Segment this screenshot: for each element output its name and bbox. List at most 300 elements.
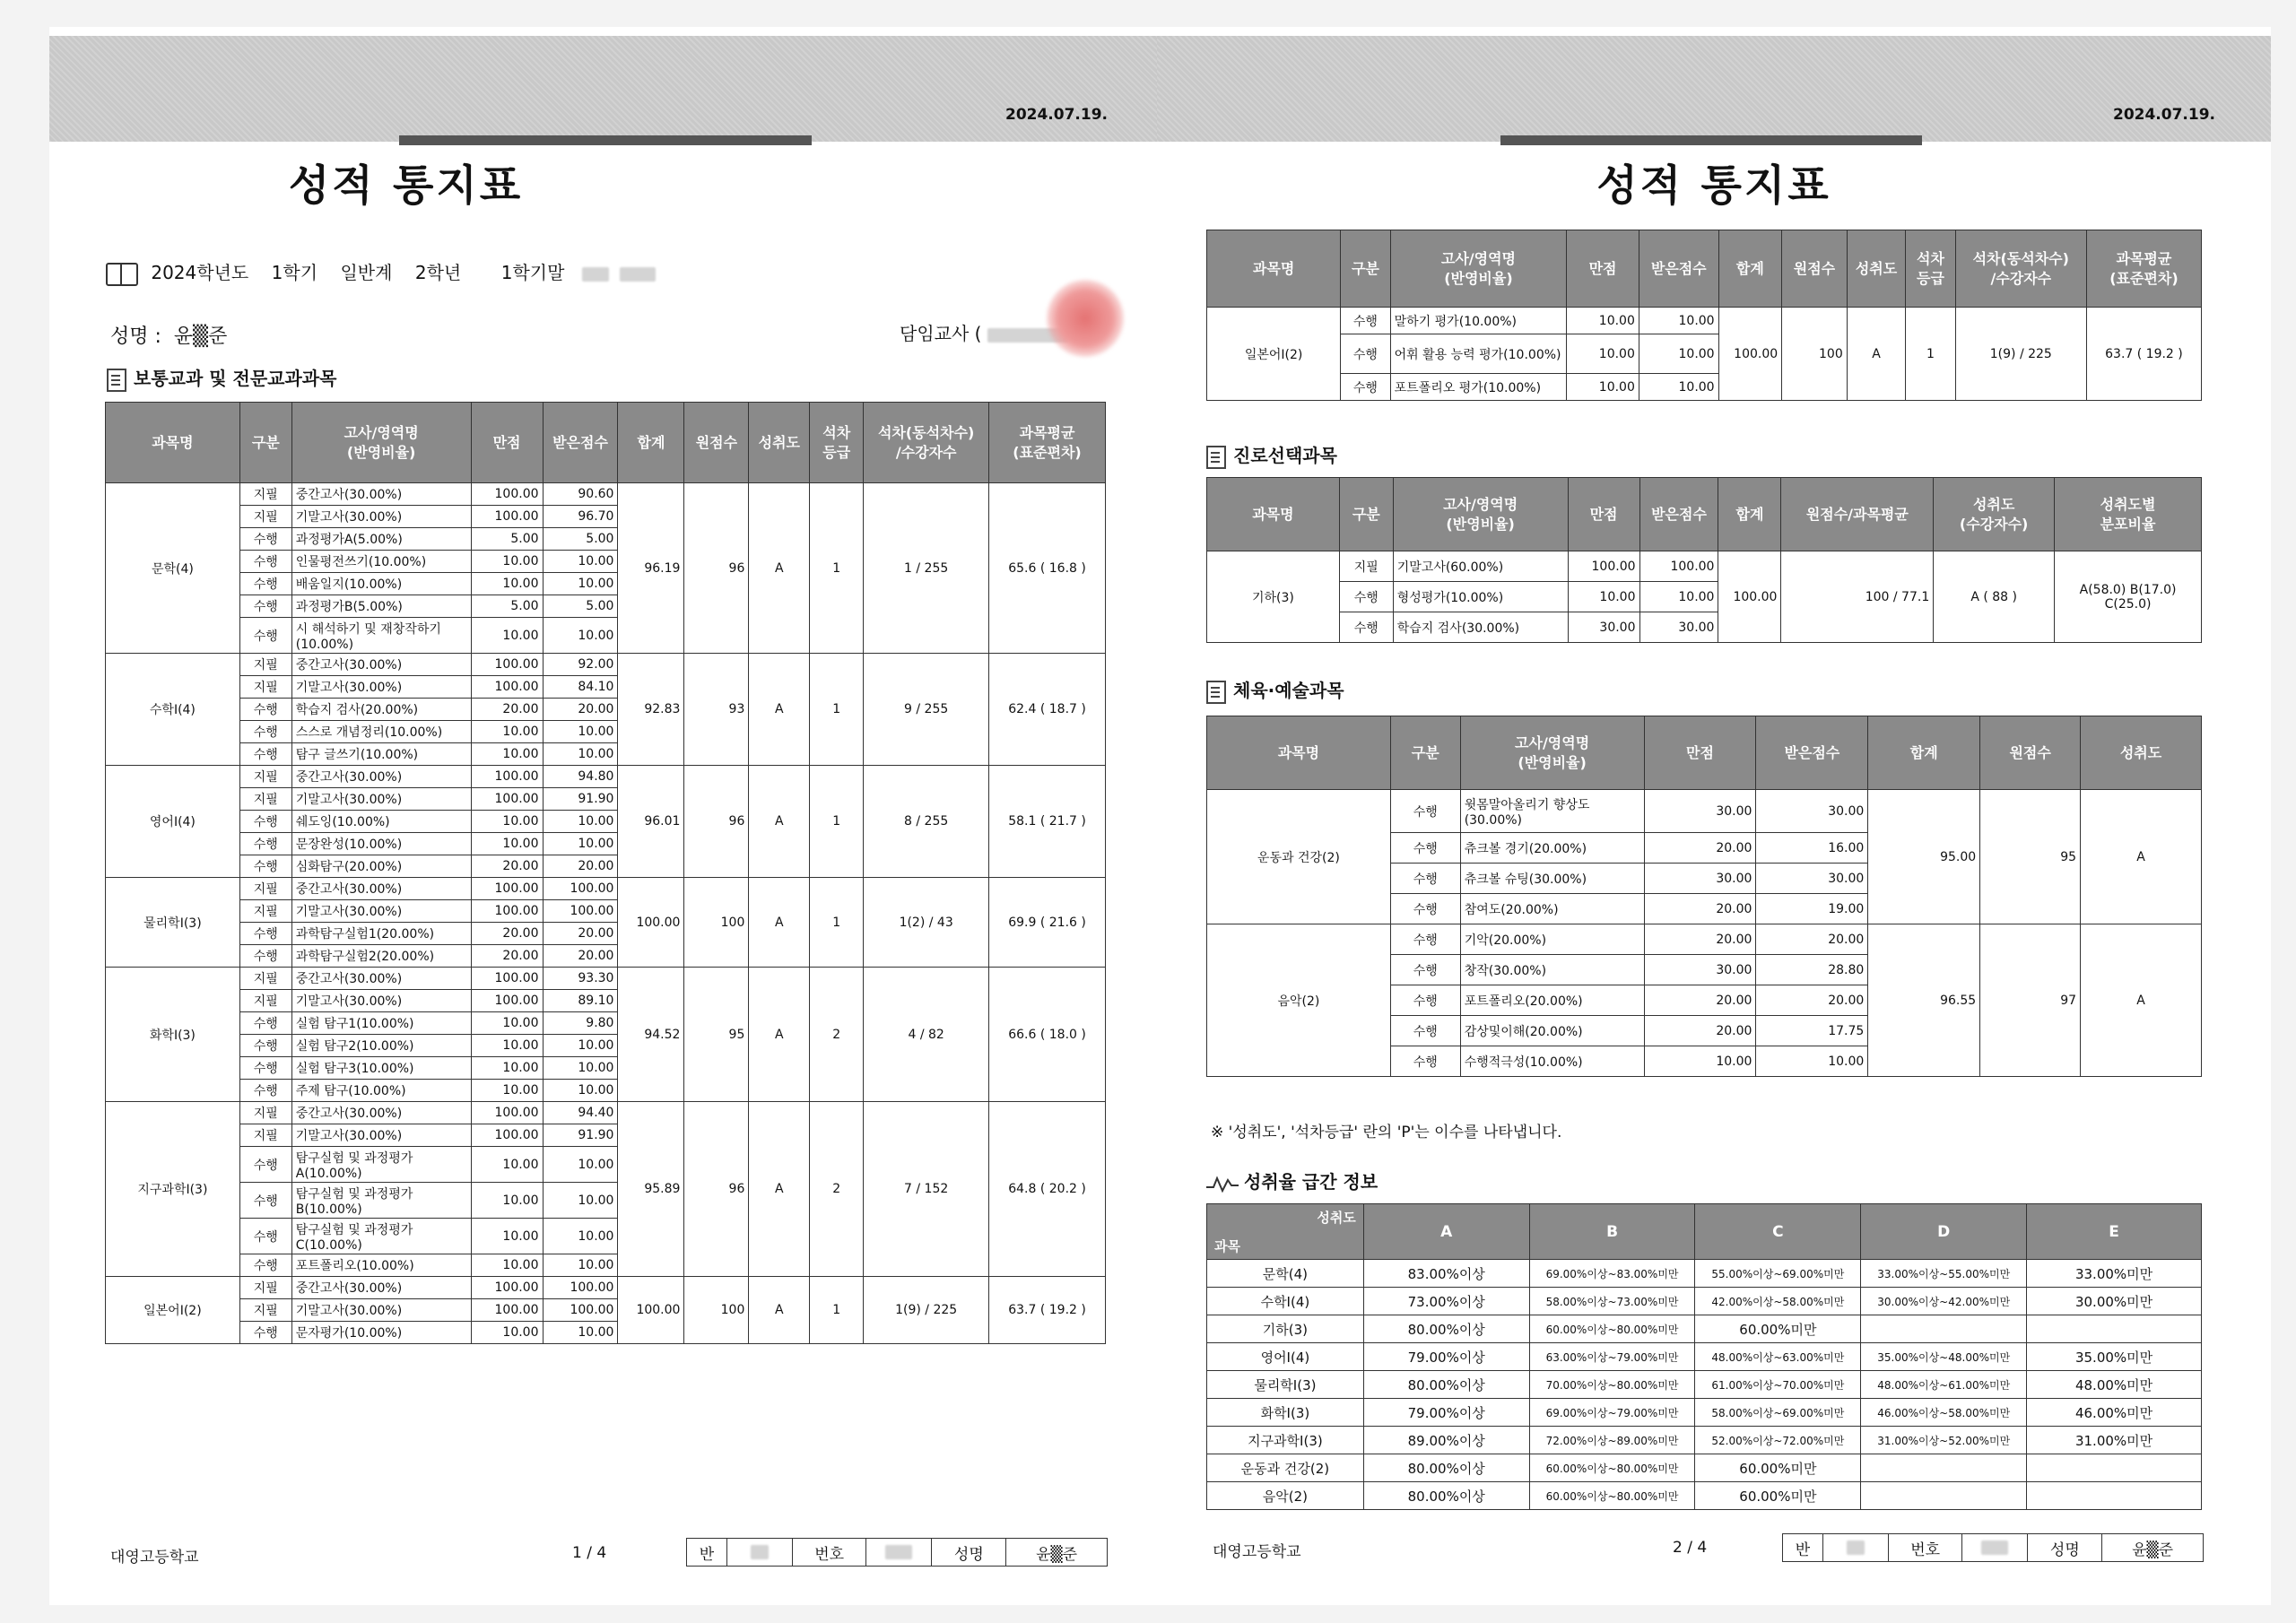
column-header: 석차 등급 xyxy=(1906,230,1955,308)
column-header: 원점수 xyxy=(1980,716,2081,790)
max-score: 100.00 xyxy=(471,1124,543,1147)
raw-score: 100 xyxy=(1782,308,1848,401)
max-score: 100.00 xyxy=(471,766,543,788)
table-row xyxy=(106,1102,1106,1124)
type: 수행 xyxy=(239,1219,291,1254)
section-title: 보통교과 및 전문교과과목 xyxy=(134,368,337,389)
school-name: 대영고등학교 xyxy=(1213,1543,1301,1561)
column-header: 원점수 xyxy=(684,403,749,483)
grade-range: 73.00%이상 xyxy=(1363,1288,1529,1315)
subject-average: 64.8 ( 20.2 ) xyxy=(989,1102,1106,1277)
column-header: 과목평균 (표준편차) xyxy=(989,403,1106,483)
column-header: 성취도 xyxy=(1847,230,1906,308)
grade-range: 80.00%이상 xyxy=(1363,1454,1529,1482)
report-page-1 xyxy=(49,27,1163,1605)
total: 96.19 xyxy=(618,483,684,654)
max-score: 10.00 xyxy=(471,833,543,855)
score: 5.00 xyxy=(543,595,618,618)
grade-range: 60.00%이상~80.00%미만 xyxy=(1529,1482,1695,1510)
assessment: 실험 탐구2(10.00%) xyxy=(291,1035,471,1057)
max-score: 10.00 xyxy=(471,1254,543,1277)
subject-average: 65.6 ( 16.8 ) xyxy=(989,483,1106,654)
subject-name: 영어Ⅰ(4) xyxy=(1207,1343,1364,1371)
grade-range: 46.00%이상~58.00%미만 xyxy=(1861,1399,2027,1427)
type: 수행 xyxy=(1390,924,1460,955)
assessment: 수행적극성(10.00%) xyxy=(1460,1046,1644,1077)
type: 지필 xyxy=(239,990,291,1012)
type: 지필 xyxy=(239,654,291,676)
grade-range: 83.00%이상 xyxy=(1363,1260,1529,1288)
table-row xyxy=(106,1277,1106,1299)
footer-id-table xyxy=(1782,1533,2204,1562)
grade-range xyxy=(2027,1315,2202,1343)
max-score: 10.00 xyxy=(471,1057,543,1080)
score: 10.00 xyxy=(543,1254,618,1277)
num-value xyxy=(1962,1534,2028,1562)
score: 20.00 xyxy=(543,923,618,945)
subject-name: 기하(3) xyxy=(1207,1315,1364,1343)
column-header: 구분 xyxy=(1390,716,1460,790)
max-score: 10.00 xyxy=(471,1219,543,1254)
exam: 1학기말 xyxy=(500,262,565,283)
grade-range xyxy=(1861,1454,2027,1482)
column-header: 과목명 xyxy=(1207,230,1341,308)
total: 92.83 xyxy=(618,654,684,766)
total: 95.89 xyxy=(618,1102,684,1277)
type: 수행 xyxy=(1390,864,1460,894)
chart-wave-icon xyxy=(1206,1175,1239,1193)
grade-header: C xyxy=(1695,1204,1861,1260)
assessment: 형성평가(10.00%) xyxy=(1393,582,1568,612)
grade-range: 60.00%미만 xyxy=(1695,1454,1861,1482)
grade-range: 52.00%이상~72.00%미만 xyxy=(1695,1427,1861,1454)
type: 수행 xyxy=(1339,612,1393,643)
table-row xyxy=(1207,1454,2202,1482)
num-label: 번호 xyxy=(792,1539,866,1567)
score: 100.00 xyxy=(543,1277,618,1299)
ban-value xyxy=(1822,1534,1888,1562)
assessment: 기말고사(30.00%) xyxy=(291,900,471,923)
column-header: 과목명 xyxy=(1207,716,1391,790)
header-bar xyxy=(1500,135,1922,145)
book-icon xyxy=(106,263,138,286)
career-table xyxy=(1206,477,2202,643)
report-date: 2024.07.19. xyxy=(2112,106,2215,124)
raw-score: 100 xyxy=(684,878,749,968)
column-header: 만점 xyxy=(471,403,543,483)
type: 수행 xyxy=(1341,374,1390,401)
redacted xyxy=(620,267,656,282)
rank: 1(2) / 43 xyxy=(864,878,989,968)
grade-range: 31.00%이상~52.00%미만 xyxy=(1861,1427,2027,1454)
column-header: 구분 xyxy=(1341,230,1390,308)
max-score: 100.00 xyxy=(471,788,543,811)
score: 20.00 xyxy=(1756,924,1868,955)
teacher xyxy=(900,319,1068,345)
name-value: 윤▒준 xyxy=(173,325,228,348)
section-career xyxy=(1206,441,1337,469)
column-header: 고사/영역명 (반영비율) xyxy=(1393,478,1568,551)
type: 수행 xyxy=(1341,334,1390,374)
table-row xyxy=(1207,924,2202,955)
grade-range: 63.00%이상~79.00%미만 xyxy=(1529,1343,1695,1371)
subject-name: 기하(3) xyxy=(1207,551,1340,643)
type: 지필 xyxy=(239,788,291,811)
section-title: 성취율 급간 정보 xyxy=(1244,1171,1378,1193)
assessment: 감상및이해(20.00%) xyxy=(1460,1016,1644,1046)
score: 89.10 xyxy=(543,990,618,1012)
assessment: 기말고사(30.00%) xyxy=(291,788,471,811)
grade-range: 69.00%이상~79.00%미만 xyxy=(1529,1399,1695,1427)
type: 지필 xyxy=(239,1299,291,1322)
page-header xyxy=(49,36,1163,142)
column-header: 고사/영역명 (반영비율) xyxy=(1460,716,1644,790)
column-header: 합계 xyxy=(1718,478,1781,551)
max-score: 10.00 xyxy=(1567,334,1639,374)
max-score: 100.00 xyxy=(471,676,543,699)
type: 지필 xyxy=(239,900,291,923)
num-label: 번호 xyxy=(1888,1534,1962,1562)
semester: 1학기 xyxy=(271,262,318,283)
score: 90.60 xyxy=(543,483,618,506)
max-score: 20.00 xyxy=(471,699,543,721)
score: 10.00 xyxy=(1639,374,1718,401)
score: 5.00 xyxy=(543,528,618,551)
total: 100.00 xyxy=(618,1277,684,1344)
assessment: 탐구실험 및 과정평가A(10.00%) xyxy=(291,1147,471,1183)
rank: 1 / 255 xyxy=(864,483,989,654)
name-label: 성명 xyxy=(2028,1534,2102,1562)
max-score: 20.00 xyxy=(471,945,543,968)
score: 10.00 xyxy=(543,1057,618,1080)
type: 수행 xyxy=(1339,582,1393,612)
subject-name: 문학(4) xyxy=(1207,1260,1364,1288)
score: 100.00 xyxy=(1639,551,1718,582)
grade-range: 69.00%이상~83.00%미만 xyxy=(1529,1260,1695,1288)
subject-name: 문학(4) xyxy=(106,483,240,654)
ban-label: 반 xyxy=(687,1539,727,1567)
score: 10.00 xyxy=(543,1322,618,1344)
type: 수행 xyxy=(239,721,291,743)
score: 93.30 xyxy=(543,968,618,990)
max-score: 100.00 xyxy=(471,1277,543,1299)
type: 지필 xyxy=(239,1277,291,1299)
assessment: 탐구 글쓰기(10.00%) xyxy=(291,743,471,766)
max-score: 5.00 xyxy=(471,528,543,551)
column-header: 성취도 xyxy=(749,403,810,483)
grade-range: 79.00%이상 xyxy=(1363,1399,1529,1427)
score: 30.00 xyxy=(1756,864,1868,894)
table-row xyxy=(1207,308,2202,334)
type: 수행 xyxy=(239,528,291,551)
score: 17.75 xyxy=(1756,1016,1868,1046)
type: 수행 xyxy=(239,1080,291,1102)
assessment: 주제 탐구(10.00%) xyxy=(291,1080,471,1102)
score: 84.10 xyxy=(543,676,618,699)
score: 10.00 xyxy=(543,618,618,654)
score: 16.00 xyxy=(1756,833,1868,864)
assessment: 스스로 개념정리(10.00%) xyxy=(291,721,471,743)
grade-range: 35.00%미만 xyxy=(2027,1343,2202,1371)
type: 수행 xyxy=(239,833,291,855)
score: 96.70 xyxy=(543,506,618,528)
type: 수행 xyxy=(1390,1046,1460,1077)
table-row xyxy=(1207,1315,2202,1343)
assessment: 기악(20.00%) xyxy=(1460,924,1644,955)
track: 일반계 xyxy=(340,262,393,283)
raw-average: 100 / 77.1 xyxy=(1781,551,1934,643)
max-score: 20.00 xyxy=(1644,985,1756,1016)
grade-range: 80.00%이상 xyxy=(1363,1315,1529,1343)
assessment: 중간고사(30.00%) xyxy=(291,1102,471,1124)
type: 지필 xyxy=(239,766,291,788)
page-title: 성적 통지표 xyxy=(288,161,524,211)
achievement: A ( 88 ) xyxy=(1934,551,2055,643)
assessment: 기말고사(30.00%) xyxy=(291,676,471,699)
type: 수행 xyxy=(239,1035,291,1057)
column-header: 받은점수 xyxy=(1756,716,1868,790)
score: 92.00 xyxy=(543,654,618,676)
score: 94.40 xyxy=(543,1102,618,1124)
type: 수행 xyxy=(1390,894,1460,924)
school-name: 대영고등학교 xyxy=(110,1549,199,1567)
grade-range: 80.00%이상 xyxy=(1363,1371,1529,1399)
grade-range: 30.00%미만 xyxy=(2027,1288,2202,1315)
header-top: 성취도 xyxy=(1317,1210,1356,1226)
footer-id-table xyxy=(686,1538,1108,1567)
subject-name: 음악(2) xyxy=(1207,1482,1364,1510)
rank-grade: 1 xyxy=(810,1277,864,1344)
subject-average: 69.9 ( 21.6 ) xyxy=(989,878,1106,968)
assessment: 실험 탐구1(10.00%) xyxy=(291,1012,471,1035)
grade-range: 48.00%미만 xyxy=(2027,1371,2202,1399)
column-header: 고사/영역명 (반영비율) xyxy=(291,403,471,483)
table-row xyxy=(106,878,1106,900)
note: ※ '성취도', '석차등급' 란의 'P'는 이수를 나타냅니다. xyxy=(1211,1124,1562,1141)
distribution: A(58.0) B(17.0) C(25.0) xyxy=(2055,551,2202,643)
section-dist xyxy=(1206,1167,1378,1193)
score: 100.00 xyxy=(543,900,618,923)
max-score: 100.00 xyxy=(471,506,543,528)
rank: 8 / 255 xyxy=(864,766,989,878)
column-header: 원점수/과목평균 xyxy=(1781,478,1934,551)
grade-range: 30.00%이상~42.00%미만 xyxy=(1861,1288,2027,1315)
assessment: 과정평가A(5.00%) xyxy=(291,528,471,551)
score: 19.00 xyxy=(1756,894,1868,924)
max-score: 10.00 xyxy=(1567,374,1639,401)
score: 10.00 xyxy=(543,743,618,766)
assessment: 윗몸말아올리기 향상도(30.00%) xyxy=(1460,790,1644,833)
rank: 7 / 152 xyxy=(864,1102,989,1277)
max-score: 100.00 xyxy=(471,990,543,1012)
assessment: 기말고사(30.00%) xyxy=(291,1299,471,1322)
table-row xyxy=(1207,1427,2202,1454)
grade-range: 33.00%미만 xyxy=(2027,1260,2202,1288)
rank-grade: 1 xyxy=(810,878,864,968)
semester-info xyxy=(106,258,656,286)
max-score: 20.00 xyxy=(471,923,543,945)
score: 20.00 xyxy=(543,945,618,968)
max-score: 10.00 xyxy=(471,1322,543,1344)
max-score: 10.00 xyxy=(471,1012,543,1035)
type: 지필 xyxy=(1339,551,1393,582)
achievement: A xyxy=(749,878,810,968)
max-score: 5.00 xyxy=(471,595,543,618)
max-score: 10.00 xyxy=(471,618,543,654)
subject-average: 63.7 ( 19.2 ) xyxy=(2086,308,2201,401)
table-row xyxy=(1207,1288,2202,1315)
page-header xyxy=(1157,36,2271,142)
grade-range: 61.00%이상~70.00%미만 xyxy=(1695,1371,1861,1399)
type: 수행 xyxy=(239,855,291,878)
score: 10.00 xyxy=(543,1219,618,1254)
score: 100.00 xyxy=(543,1299,618,1322)
table-row xyxy=(1207,1260,2202,1288)
subject-name: 물리학Ⅰ(3) xyxy=(106,878,240,968)
max-score: 100.00 xyxy=(471,878,543,900)
document-icon xyxy=(1206,681,1226,704)
grade-range: 48.00%이상~63.00%미만 xyxy=(1695,1343,1861,1371)
assessment: 포트폴리오(10.00%) xyxy=(291,1254,471,1277)
document-icon xyxy=(1206,446,1226,469)
grade-range xyxy=(2027,1482,2202,1510)
type: 수행 xyxy=(239,551,291,573)
max-score: 30.00 xyxy=(1568,612,1639,643)
assessment: 포트폴리오 평가(10.00%) xyxy=(1390,374,1567,401)
max-score: 10.00 xyxy=(471,811,543,833)
max-score: 100.00 xyxy=(471,654,543,676)
distribution-table xyxy=(1206,1203,2202,1510)
assessment: 시 해석하기 및 재창작하기(10.00%) xyxy=(291,618,471,654)
raw-score: 95 xyxy=(684,968,749,1102)
subject-name: 화학Ⅰ(3) xyxy=(106,968,240,1102)
page-number: 2 / 4 xyxy=(1673,1539,1708,1557)
type: 수행 xyxy=(239,811,291,833)
column-header: 성취도별 분포비율 xyxy=(2055,478,2202,551)
assessment: 배움일지(10.00%) xyxy=(291,573,471,595)
subject-name: 수학Ⅰ(4) xyxy=(106,654,240,766)
grade-range: 80.00%이상 xyxy=(1363,1482,1529,1510)
assessment: 중간고사(30.00%) xyxy=(291,654,471,676)
achievement: A xyxy=(749,1277,810,1344)
grade-range: 79.00%이상 xyxy=(1363,1343,1529,1371)
teacher-label: 담임교사 ( xyxy=(900,323,982,344)
subject-name: 일본어Ⅰ(2) xyxy=(1207,308,1341,401)
achievement: A xyxy=(749,968,810,1102)
column-header: 석차(동석차수) /수강자수 xyxy=(864,403,989,483)
score: 20.00 xyxy=(1756,985,1868,1016)
table-row xyxy=(1207,1482,2202,1510)
column-header: 과목평균 (표준편차) xyxy=(2086,230,2201,308)
assessment: 실험 탐구3(10.00%) xyxy=(291,1057,471,1080)
subject-average: 62.4 ( 18.7 ) xyxy=(989,654,1106,766)
raw-score: 97 xyxy=(1980,924,2081,1077)
page-title: 성적 통지표 xyxy=(1596,161,1831,211)
type: 수행 xyxy=(239,618,291,654)
assessment: 문장완성(10.00%) xyxy=(291,833,471,855)
type: 수행 xyxy=(1390,985,1460,1016)
column-header: 받은점수 xyxy=(1639,230,1718,308)
column-header: 석차(동석차수) /수강자수 xyxy=(1955,230,2086,308)
raw-score: 96 xyxy=(684,766,749,878)
name-label: 성명 : xyxy=(110,325,161,348)
name-value: 윤▒준 xyxy=(1006,1539,1108,1567)
assessment: 인물평전쓰기(10.00%) xyxy=(291,551,471,573)
score: 91.90 xyxy=(543,788,618,811)
rank: 9 / 255 xyxy=(864,654,989,766)
assessment: 중간고사(30.00%) xyxy=(291,1277,471,1299)
table-row xyxy=(1207,1371,2202,1399)
max-score: 10.00 xyxy=(1644,1046,1756,1077)
subject-name: 수학Ⅰ(4) xyxy=(1207,1288,1364,1315)
type: 수행 xyxy=(239,1183,291,1219)
max-score: 100.00 xyxy=(471,1102,543,1124)
column-header: 성취도 (수강자수) xyxy=(1934,478,2055,551)
grade-range: 33.00%이상~55.00%미만 xyxy=(1861,1260,2027,1288)
japanese-table xyxy=(1206,230,2202,401)
score: 10.00 xyxy=(1639,308,1718,334)
total: 95.00 xyxy=(1868,790,1980,924)
subject-name: 지구과학Ⅰ(3) xyxy=(1207,1427,1364,1454)
subject-name: 운동과 건강(2) xyxy=(1207,1454,1364,1482)
rank-grade: 1 xyxy=(1906,308,1955,401)
table-row xyxy=(1207,790,2202,833)
type: 수행 xyxy=(1390,790,1460,833)
assessment: 기말고사(30.00%) xyxy=(291,1124,471,1147)
page-number: 1 / 4 xyxy=(572,1544,607,1562)
grade-range: 55.00%이상~69.00%미만 xyxy=(1695,1260,1861,1288)
table-row xyxy=(106,483,1106,506)
rank-grade: 2 xyxy=(810,968,864,1102)
score: 28.80 xyxy=(1756,955,1868,985)
assessment: 과학탐구실험1(20.00%) xyxy=(291,923,471,945)
column-header: 만점 xyxy=(1644,716,1756,790)
max-score: 30.00 xyxy=(1644,864,1756,894)
subject-name: 음악(2) xyxy=(1207,924,1391,1077)
column-header: 성취도 xyxy=(2081,716,2202,790)
type: 지필 xyxy=(239,483,291,506)
max-score: 20.00 xyxy=(1644,1016,1756,1046)
max-score: 10.00 xyxy=(471,1183,543,1219)
column-header: 구분 xyxy=(239,403,291,483)
total: 100.00 xyxy=(1718,308,1782,401)
score: 10.00 xyxy=(1756,1046,1868,1077)
assessment: 어휘 활용 능력 평가(10.00%) xyxy=(1390,334,1567,374)
column-header: 받은점수 xyxy=(543,403,618,483)
max-score: 20.00 xyxy=(1644,894,1756,924)
grade-range xyxy=(1861,1482,2027,1510)
rank: 1(9) / 225 xyxy=(864,1277,989,1344)
score: 94.80 xyxy=(543,766,618,788)
ban-label: 반 xyxy=(1783,1534,1823,1562)
column-header: 만점 xyxy=(1567,230,1639,308)
type: 지필 xyxy=(239,676,291,699)
type: 수행 xyxy=(1390,955,1460,985)
grade: 2학년 xyxy=(414,262,462,283)
assessment: 과학탐구실험2(20.00%) xyxy=(291,945,471,968)
num-value xyxy=(866,1539,932,1567)
type: 지필 xyxy=(239,1124,291,1147)
total: 100.00 xyxy=(618,878,684,968)
achievement: A xyxy=(2081,924,2202,1077)
arts-table xyxy=(1206,716,2202,1077)
student-name xyxy=(110,321,227,349)
name-label: 성명 xyxy=(932,1539,1006,1567)
score: 20.00 xyxy=(543,699,618,721)
raw-score: 93 xyxy=(684,654,749,766)
subject-name: 일본어Ⅰ(2) xyxy=(106,1277,240,1344)
max-score: 100.00 xyxy=(471,900,543,923)
